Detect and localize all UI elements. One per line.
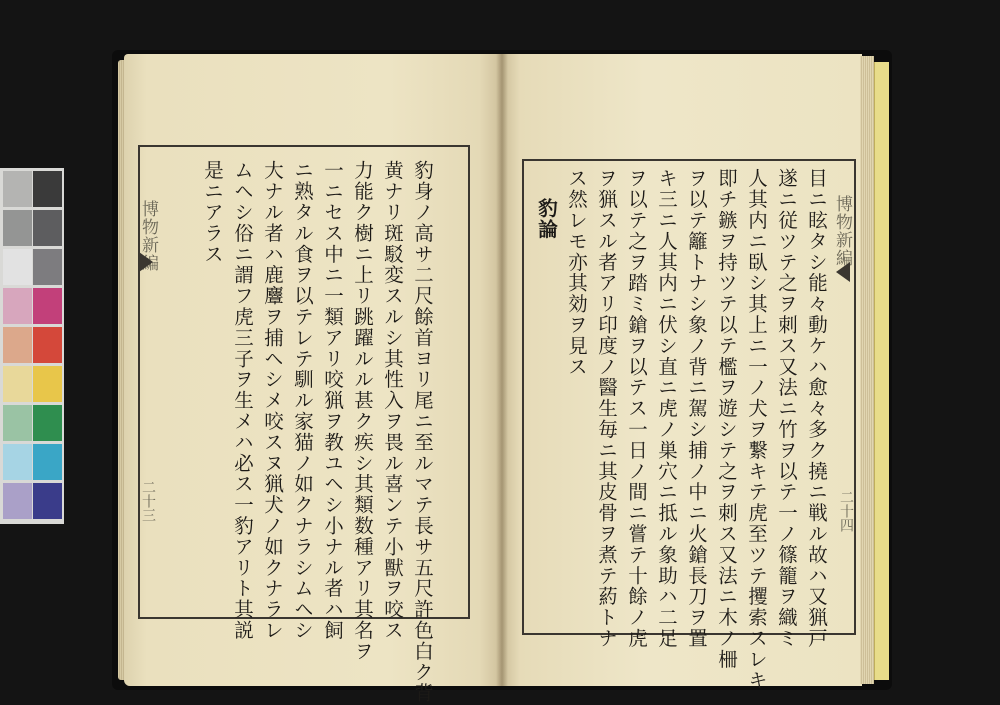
right-page-number: 二十四 <box>838 490 854 532</box>
right-column-6: キ三ニ人其内ニ伏シ直ニ虎ノ巣穴ニ抵ル象助ハ二足 <box>655 168 678 649</box>
color-patch <box>3 483 32 519</box>
color-patch <box>33 288 62 324</box>
color-patch <box>3 288 32 324</box>
right-page-text <box>531 168 831 691</box>
color-patch <box>33 405 62 441</box>
right-column-7: ヲ以テ之ヲ踏ミ鎗ヲ以テス一日ノ間ニ嘗テ十餘ノ虎 <box>625 168 648 649</box>
color-patch <box>3 405 32 441</box>
color-patch <box>33 210 62 246</box>
book-gutter <box>496 54 508 686</box>
color-patch <box>33 327 62 363</box>
book-cover-edge <box>874 62 889 680</box>
right-column-1: 目ニ眩タシ能々動ケハ愈々多ク撓ニ戦ル故ハ又猟戸 <box>805 168 828 649</box>
section-heading: 豹論 <box>535 198 558 240</box>
left-column-8: 是ニアラス <box>201 160 224 265</box>
left-column-6: 大ナル者ハ鹿麞ヲ捕ヘシメ咬スヌ猟犬ノ如クナラレ <box>261 160 284 641</box>
color-patch <box>33 366 62 402</box>
right-column-5: ヲ以テ籬トナシ象ノ背ニ駕シ捕ノ中ニ火鎗長刀ヲ置 <box>685 168 708 649</box>
right-page-edges <box>860 56 874 684</box>
left-page-text <box>197 160 437 704</box>
left-column-1: 豹身ノ高サ二尺餘首ヨリ尾ニ至ルマテ長サ五尺許色白ク背 <box>411 160 434 704</box>
right-column-8: ヲ猟スル者アリ印度ノ醫生毎ニ其皮骨ヲ煮テ葯トナ <box>595 168 618 649</box>
left-page-number: 二十三 <box>140 480 156 522</box>
color-calibration-card <box>0 168 64 524</box>
fold-mark-right-icon <box>836 262 850 282</box>
left-column-3: 力能ク樹ニ上リ跳躍ルル甚ク疾シ其類数種アリ其名ヲ <box>351 160 374 662</box>
right-running-head: 博物新編 <box>832 195 852 267</box>
left-column-5: ニ熟タル食ヲ以テレテ馴ル家猫ノ如クナラシムヘシ <box>291 160 314 641</box>
left-running-head: 博物新編 <box>138 200 158 272</box>
color-patch <box>33 444 62 480</box>
fold-mark-left-icon <box>139 252 153 272</box>
right-column-2: 遂ニ従ツテ之ヲ刺ス又法ニ竹ヲ以テ一ノ篠籠ヲ織ミ <box>775 168 798 649</box>
color-patch <box>3 444 32 480</box>
right-column-4: 即チ鏃ヲ持ツテ以テ檻ヲ遊シテ之ヲ刺ス又法ニ木ノ柵 <box>715 168 738 670</box>
color-patch <box>3 171 32 207</box>
left-column-2: 黄ナリ斑駁変スルシ其性入ヲ畏ル喜ンテ小獸ヲ咬ス <box>381 160 404 641</box>
color-patch <box>3 210 32 246</box>
right-column-9: ス然レモ亦其効ヲ見ス <box>565 168 588 377</box>
right-column-3: 人其内ニ臥シ其上ニ一ノ犬ヲ繋キテ虎至ツテ攫索スレキ <box>745 168 768 691</box>
left-column-4: 一ニセス中ニ一類アリ咬猟ヲ教ユヘシ小ナル者ハ飼 <box>321 160 344 641</box>
left-column-7: ムヘシ俗ニ謂フ虎三子ヲ生メハ必ス一豹アリト其説 <box>231 160 254 641</box>
color-patch <box>3 249 32 285</box>
color-patch <box>33 483 62 519</box>
color-patch <box>3 327 32 363</box>
color-patch <box>33 171 62 207</box>
color-patch <box>3 366 32 402</box>
color-patch <box>33 249 62 285</box>
